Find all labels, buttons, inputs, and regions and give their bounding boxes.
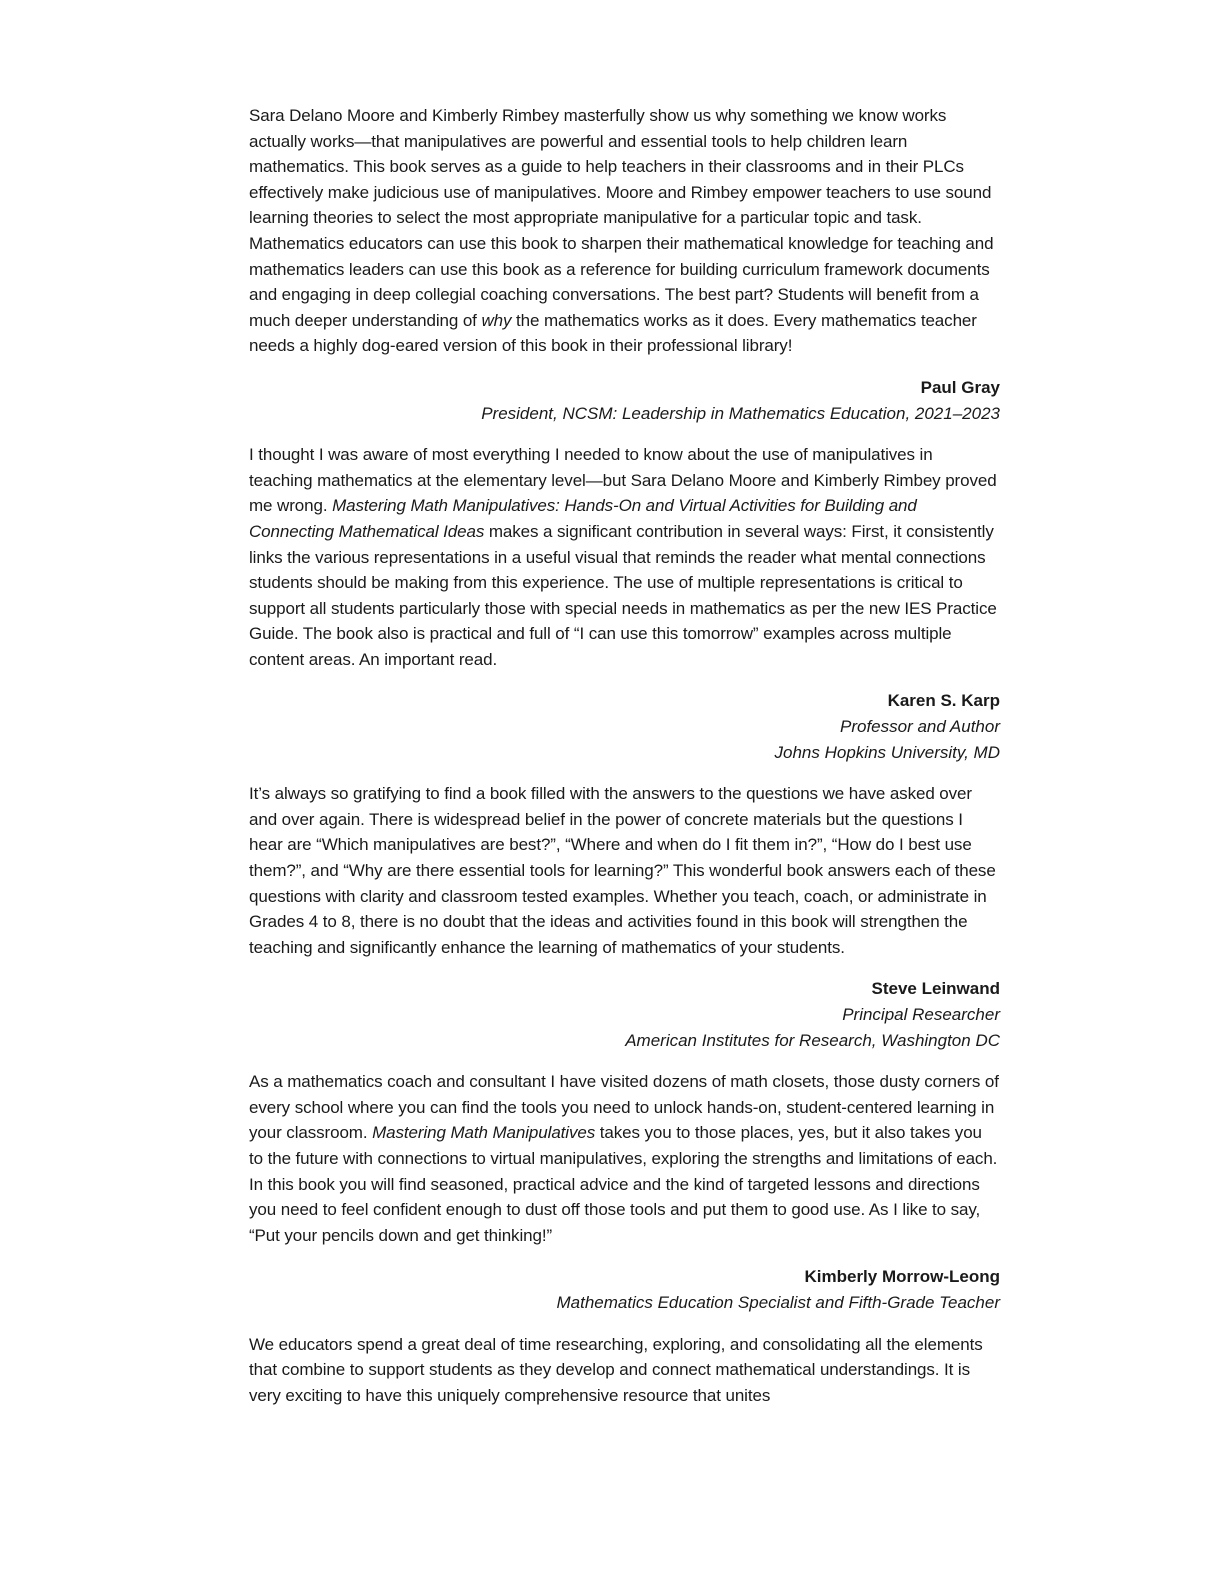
quote-text: As a mathematics coach and consultant I have visited dozens of math closets, those dusty corners of every school where you can find the tools you need to unlock hands-on, student-centered learning in your classroom. bbox=[249, 1072, 999, 1143]
quote-book-title: Mastering Math Manipulatives: Hands-On and Virtual Activities for Building and Connecting Mathematical Ideas bbox=[249, 496, 917, 541]
quote-text: It’s always so gratifying to find a book filled with the answers to the questions we have asked over and over again. There is widespread belief in the power of concrete materials but the questions I hear are “Which manipulatives are best?”, “Where and when do I fit them in?”, “How do I best use them?”, and “Why are there essential tools for learning?” This wonderful book answers each of these questions with clarity and classroom tested examples. Whether you teach, coach, or administrate in Grades 4 to 8, there is no doubt that the ideas and activities found in this book will strengthen the teaching and significantly enhance the learning of mathematics of your students. bbox=[249, 784, 996, 957]
quote-text: We educators spend a great deal of time researching, exploring, and consolidating all the elements that combine to support students as they develop and connect mathematical understandings. It is very exciting to have this uniquely comprehensive resource that unites bbox=[249, 1334, 983, 1405]
testimonial-quote bbox=[249, 442, 1000, 672]
quote-text: makes a significant contribution in several ways: First, it consistently links the various representations in a useful visual that reminds the reader what mental connections students should be making from this experience. The use of multiple representations is critical to support all students particularly those with special needs in mathematics as per the new IES Practice Guide. The book also is practical and full of “I can use this tomorrow” examples across multiple content areas. An important read. bbox=[249, 521, 997, 669]
testimonial-karen-karp bbox=[249, 442, 1000, 765]
endorser-name: Karen S. Karp bbox=[887, 691, 1000, 711]
quote-text: Sara Delano Moore and Kimberly Rimbey masterfully show us why something we know works actually works—that manipulatives are powerful and essential tools to help children learn mathematics. This book serves as a guide to help teachers in their classrooms and in their PLCs effectively make judicious use of manipulatives. Moore and Rimbey empower teachers to use sound learning theories to select the most appropriate manipulative for a particular topic and task. Mathematics educators can use this book to sharpen their mathematical knowledge for teaching and mathematics leaders can use this book as a reference for building curriculum framework documents and engaging in deep collegial coaching conversations. The best part? Students will benefit from a much deeper understanding of bbox=[249, 106, 994, 330]
attribution bbox=[249, 976, 1000, 1053]
endorser-name: Paul Gray bbox=[920, 377, 1000, 397]
testimonial-continued bbox=[249, 1332, 1000, 1409]
testimonial-quote bbox=[249, 1069, 1000, 1248]
attribution bbox=[249, 688, 1000, 765]
endorser-role: Mathematics Education Specialist and Fifth-Grade Teacher bbox=[556, 1292, 1000, 1312]
endorser-name: Kimberly Morrow-Leong bbox=[804, 1267, 1000, 1287]
endorser-name: Steve Leinwand bbox=[871, 979, 1000, 999]
quote-book-title: Mastering Math Manipulatives bbox=[372, 1123, 596, 1143]
endorser-affiliation: American Institutes for Research, Washington DC bbox=[625, 1030, 1000, 1050]
testimonial-paul-gray bbox=[249, 103, 1000, 426]
testimonial-quote bbox=[249, 103, 1000, 359]
endorser-role: Principal Researcher bbox=[842, 1005, 1000, 1024]
endorser-role: President, NCSM: Leadership in Mathematics Education, 2021–2023 bbox=[481, 403, 1000, 423]
quote-emphasis: why bbox=[481, 310, 512, 330]
endorsements-page bbox=[249, 103, 1000, 1424]
quote-text: the mathematics works as it does. Every mathematics teacher needs a highly dog-eared version of this book in their professional library! bbox=[249, 310, 977, 356]
testimonial-quote bbox=[249, 781, 1000, 960]
attribution bbox=[249, 375, 1000, 426]
testimonial-steve-leinwand bbox=[249, 781, 1000, 1053]
testimonial-kimberly-morrow-leong bbox=[249, 1069, 1000, 1315]
quote-text: I thought I was aware of most everything I needed to know about the use of manipulatives in teaching mathematics at the elementary level—but Sara Delano Moore and Kimberly Rimbey proved me wrong. bbox=[249, 445, 997, 516]
attribution bbox=[249, 1264, 1000, 1315]
endorser-role: Professor and Author bbox=[839, 717, 1000, 737]
quote-text: takes you to those places, yes, but it also takes you to the future with connections to virtual manipulatives, exploring the strengths and limitations of each. In this book you will find seasoned, practical advice and the kind of targeted lessons and directions you need to feel confident enough to dust off those tools and put them to good use. As I like to say, “Put your pencils down and get thinking!” bbox=[249, 1123, 998, 1245]
endorser-affiliation: Johns Hopkins University, MD bbox=[774, 742, 1000, 762]
testimonial-quote bbox=[249, 1332, 1000, 1409]
